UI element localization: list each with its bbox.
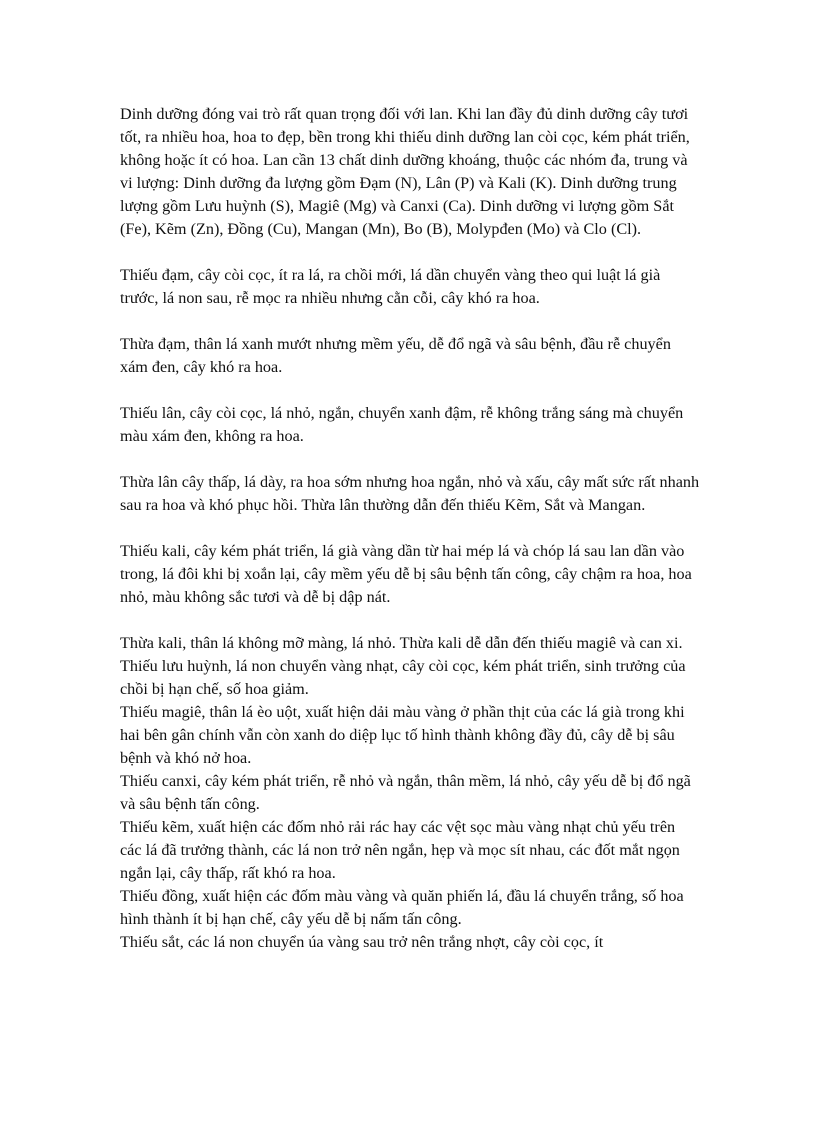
paragraph-spacer — [120, 310, 700, 333]
paragraph-thieu-dong: Thiếu đồng, xuất hiện các đốm màu vàng và quăn phiến lá, đầu lá chuyển trắng, số hoa hình thành ít bị hạn chế, cây yếu dễ bị nấm tấn công. — [120, 887, 684, 928]
paragraph-thieu-canxi: Thiếu canxi, cây kém phát triển, rễ nhỏ và ngắn, thân mềm, lá nhỏ, cây yếu dễ bị đổ ngã và sâu bệnh tấn công. — [120, 772, 691, 813]
document-page — [120, 103, 700, 954]
paragraph-thua-lan: Thừa lân cây thấp, lá dày, ra hoa sớm nhưng hoa ngắn, nhỏ và xấu, cây mất sức rất nhanh sau ra hoa và khó phục hồi. Thừa lân thường dẫn đến thiếu Kẽm, Sắt và Mangan. — [120, 473, 700, 514]
paragraph-spacer — [120, 379, 700, 402]
paragraph-thieu-kali: Thiếu kali, cây kém phát triển, lá già vàng dần từ hai mép lá và chóp lá sau lan dần vào trong, lá đôi khi bị xoắn lại, cây mềm yếu dễ bị sâu bệnh tấn công, cây chậm ra hoa, hoa nhỏ, màu không sắc tươi và dễ bị dập nát. — [120, 542, 692, 606]
paragraph-spacer — [120, 517, 700, 540]
paragraph-thieu-sat: Thiếu sắt, các lá non chuyển úa vàng sau trở nên trắng nhợt, cây còi cọc, ít — [120, 933, 604, 951]
paragraph-thieu-kem: Thiếu kẽm, xuất hiện các đốm nhỏ rải rác hay các vệt sọc màu vàng nhạt chủ yếu trên các lá đã trưởng thành, các lá non trở nên ngắn, hẹp và mọc sít nhau, các đốt mắt ngọn ngắn lại, cây thấp, rất khó ra hoa. — [120, 818, 680, 882]
paragraph-thua-kali: Thừa kali, thân lá không mỡ màng, lá nhỏ. Thừa kali dễ dẫn đến thiếu magiê và can xi. — [120, 634, 683, 652]
paragraph-thieu-lan: Thiếu lân, cây còi cọc, lá nhỏ, ngắn, chuyển xanh đậm, rễ không trắng sáng mà chuyển màu xám đen, không ra hoa. — [120, 404, 684, 445]
paragraph-spacer — [120, 448, 700, 471]
paragraph-thieu-dam: Thiếu đạm, cây còi cọc, ít ra lá, ra chồi mới, lá dần chuyển vàng theo qui luật lá già trước, lá non sau, rễ mọc ra nhiều nhưng cằn cỗi, cây khó ra hoa. — [120, 266, 661, 307]
paragraph-thieu-luu-huynh: Thiếu lưu huỳnh, lá non chuyển vàng nhạt, cây còi cọc, kém phát triển, sinh trưởng của chồi bị hạn chế, số hoa giảm. — [120, 657, 686, 698]
paragraph-thieu-magie: Thiếu magiê, thân lá èo uột, xuất hiện dải màu vàng ở phần thịt của các lá già trong khi hai bên gân chính vẫn còn xanh do diệp lục tố hình thành không đầy đủ, cây dễ bị sâu bệnh và khó nở hoa. — [120, 703, 685, 767]
paragraph-spacer — [120, 609, 700, 632]
paragraph-thua-dam: Thừa đạm, thân lá xanh mướt nhưng mềm yếu, dễ đổ ngã và sâu bệnh, đầu rễ chuyển xám đen, cây khó ra hoa. — [120, 335, 671, 376]
paragraph-spacer — [120, 241, 700, 264]
paragraph-intro: Dinh dưỡng đóng vai trò rất quan trọng đối với lan. Khi lan đầy đủ dinh dưỡng cây tươi tốt, ra nhiều hoa, hoa to đẹp, bền trong khi thiếu dinh dưỡng lan còi cọc, kém phát triển, không hoặc ít có hoa. Lan cần 13 chất dinh dưỡng khoáng, thuộc các nhóm đa, trung và vi lượng: Dinh dưỡng đa lượng gồm Đạm (N), Lân (P) và Kali (K). Dinh dưỡng trung lượng gồm Lưu huỳnh (S), Magiê (Mg) và Canxi (Ca). Dinh dưỡng vi lượng gồm Sắt (Fe), Kẽm (Zn), Đồng (Cu), Mangan (Mn), Bo (B), Molypđen (Mo) và Clo (Cl). — [120, 105, 690, 238]
